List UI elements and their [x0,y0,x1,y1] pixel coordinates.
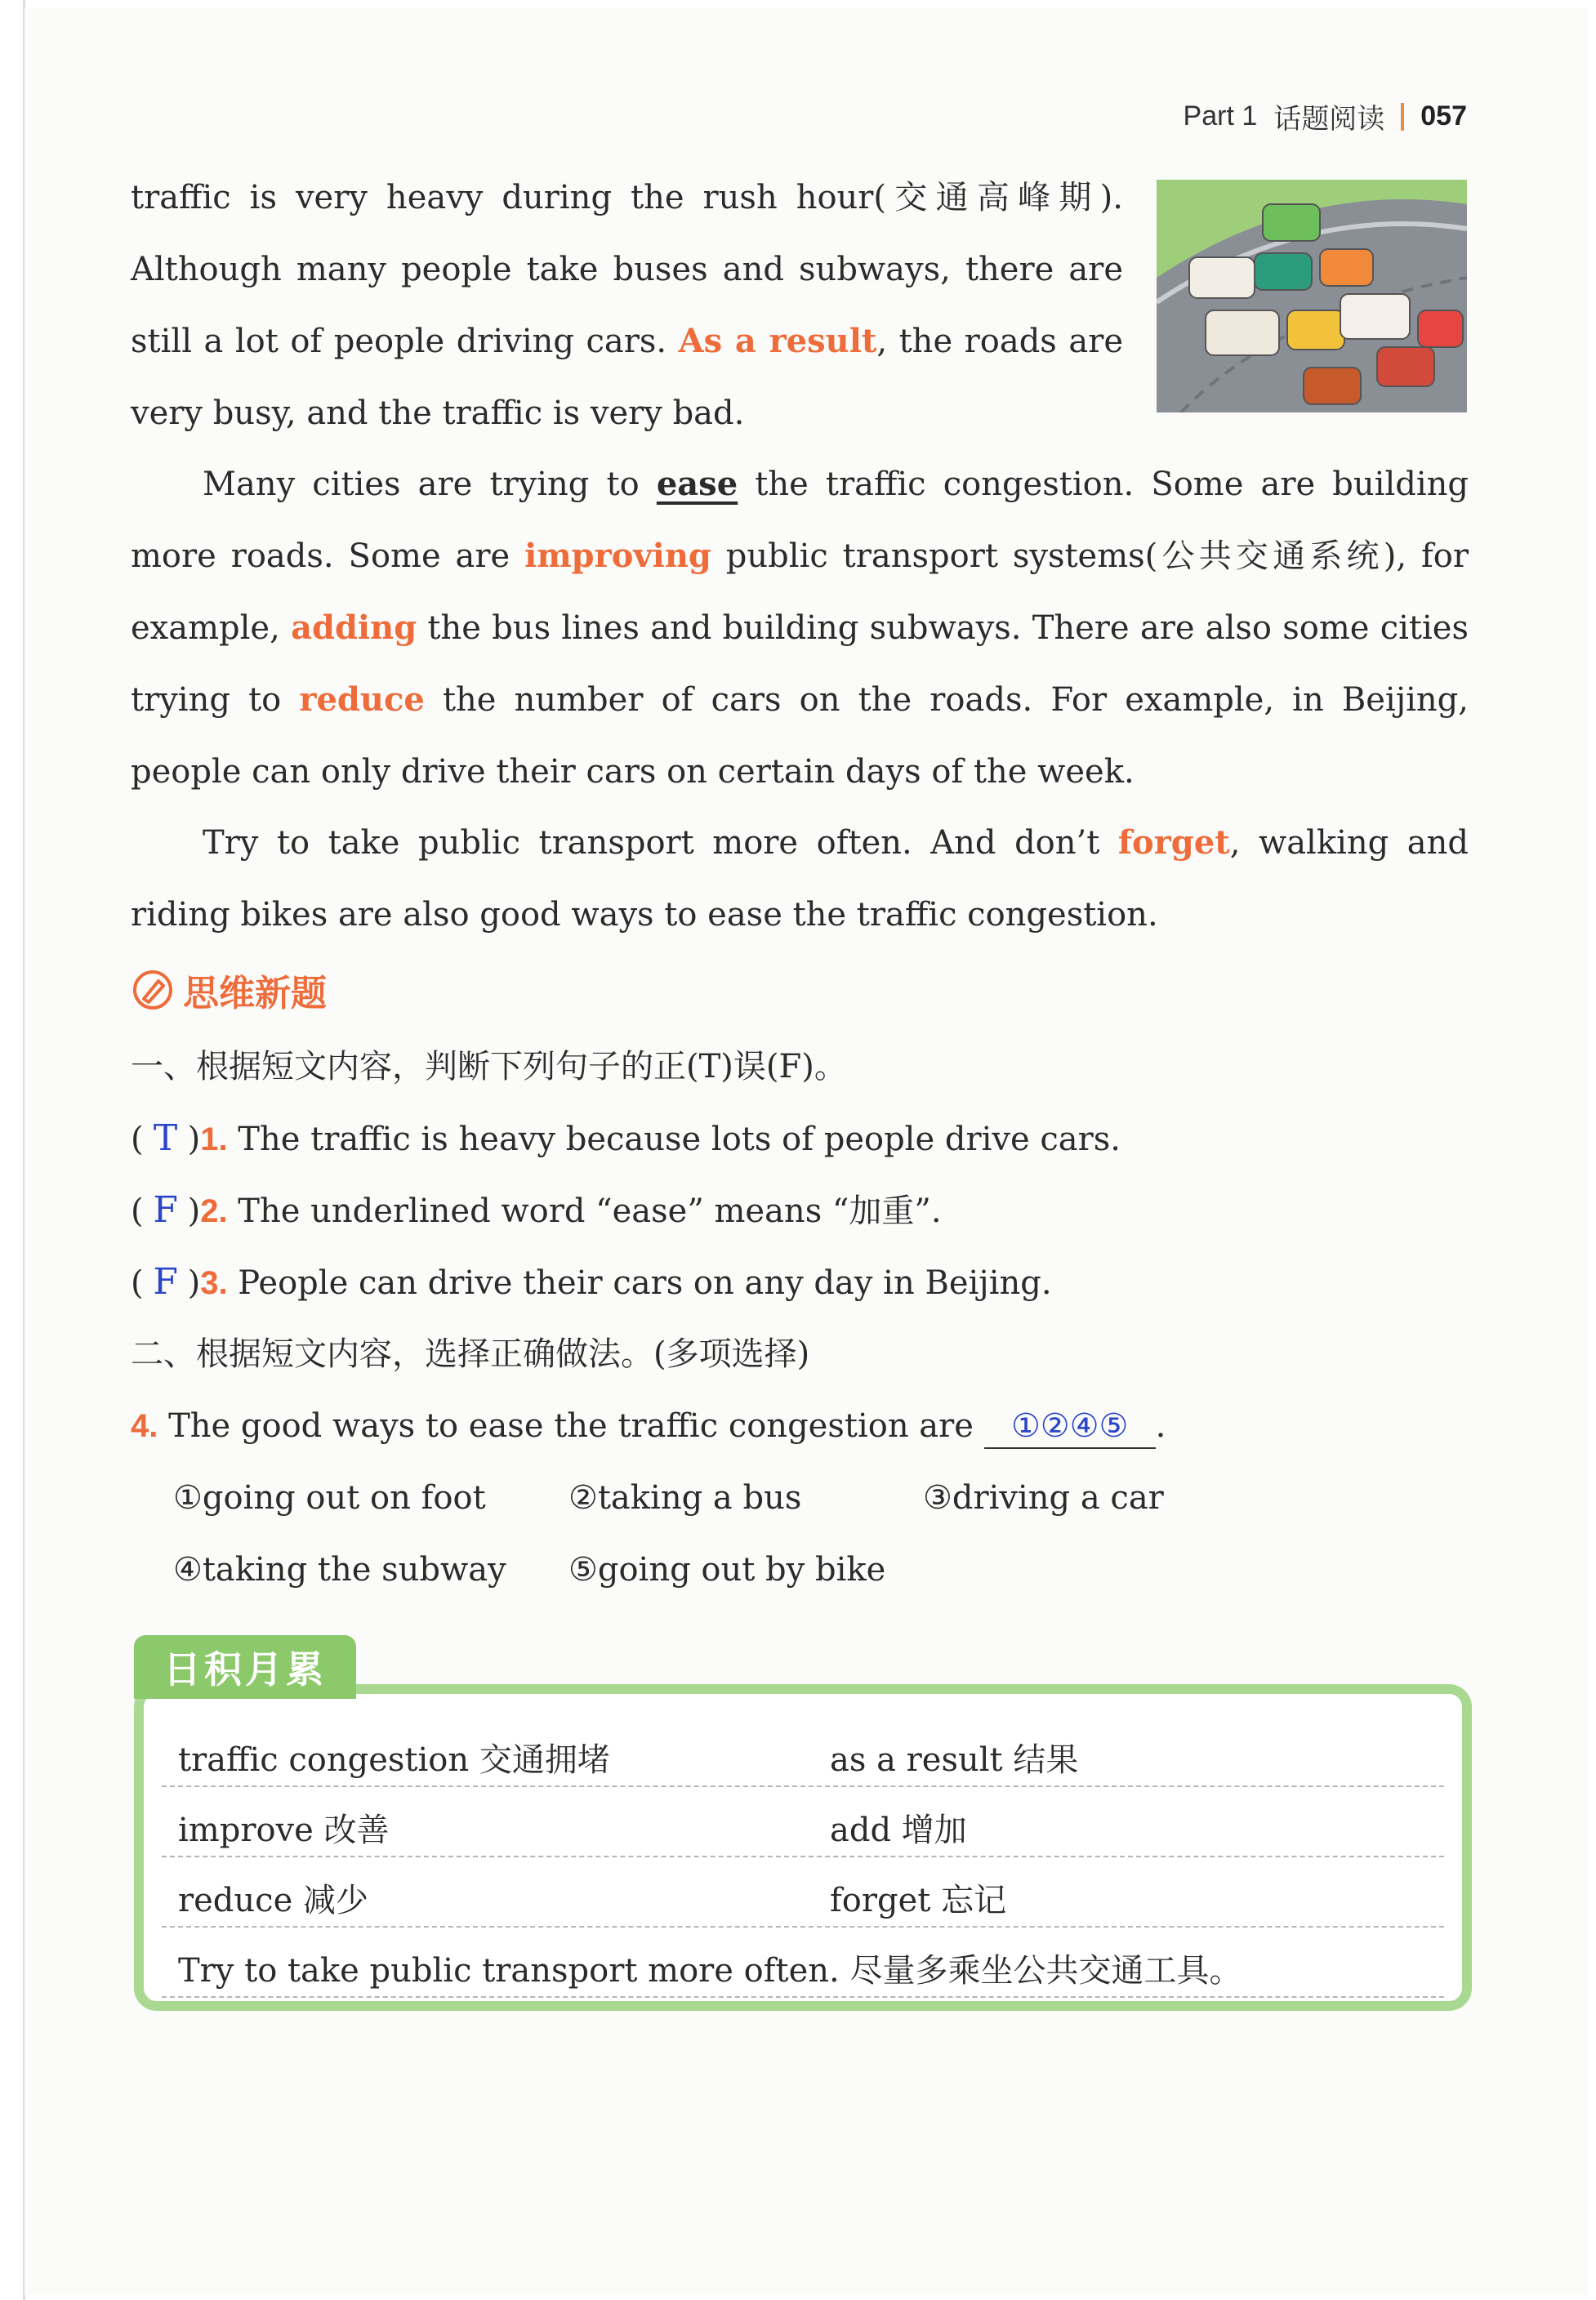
vocab-item: add 增加 [830,1812,967,1849]
paragraph-text: the number of cars on the roads. For example, in Beijing, people can only drive their cars on certain days of the week. [131,681,1469,791]
question-number: 1. [200,1121,228,1157]
question-text: The traffic is heavy because lots of people drive cars. [227,1121,1121,1158]
passage-paragraph-2 [131,448,1469,808]
question-number: 3. [200,1265,228,1301]
part-label: Part 1 [1183,100,1258,131]
vocab-row [162,1787,1444,1857]
vocab-list [162,1717,1444,1990]
passage-paragraph-3 [131,807,1469,951]
paragraph-text: , walking and riding bikes are also good ways to ease the traffic congestion. [131,824,1469,934]
vocab-item: improve 改善 [178,1812,390,1849]
option-5: ⑤going out by bike [568,1551,886,1589]
paragraph-text: the traffic congestion. Some are building more roads. Some are [131,466,1469,575]
option-4: ④taking the subway [173,1551,506,1589]
question-text: The underlined word “ease” means “加重”. [227,1192,942,1230]
paren-close: ) [187,1264,201,1302]
vocab-item: traffic congestion 交通拥堵 [178,1741,610,1779]
paragraph-text: Many cities are trying to [203,466,657,503]
paragraph-text: traffic is very heavy during the rush hour(交通高峰期). Although many people take buses and subways, there are still a lot of people driving cars. [131,179,1123,360]
vocab-item: forget 忘记 [830,1882,1007,1919]
question-number: 4. [131,1408,158,1444]
exercise-section-title [131,964,327,1016]
keyword-adding: adding [291,608,417,647]
keyword-forget: forget [1117,823,1230,862]
paren-close: ) [187,1121,201,1158]
vocab-item: as a result 结果 [830,1741,1079,1779]
vocab-row [162,1857,1444,1928]
paragraph-text: Try to take public transport more often. And don’t [203,824,1118,862]
vocab-box [134,1684,1472,2011]
question-text: The good ways to ease the traffic congestion are [158,1407,984,1445]
question-1 [131,1114,1121,1164]
vocab-row [162,1717,1444,1787]
pen-icon [131,968,175,1012]
answer-3: F [153,1261,178,1303]
question-4 [131,1402,1166,1451]
running-head [1184,96,1467,136]
paren-open: ( [131,1264,144,1302]
paren-close: ) [187,1192,201,1230]
page-number: 057 [1420,100,1467,131]
answer-2: F [153,1189,178,1231]
instruction-part-1: 一、根据短文内容，判断下列句子的正(T)误(F)。 [131,1048,847,1085]
section-title-text: 思维新题 [183,973,327,1014]
option-1: ①going out on foot [173,1479,486,1517]
option-2: ②taking a bus [568,1479,802,1517]
paragraph-text: , the roads are very busy, and the traffic is very bad. [131,323,1123,432]
question-2 [131,1186,942,1236]
keyword-as-a-result: As a result [678,322,877,360]
question-number: 2. [200,1193,228,1229]
question-3 [131,1258,1052,1308]
paragraph-text: public transport systems(公共交通系统), for example, [131,537,1469,647]
vocab-sentence: Try to take public transport more often. 尽量多乘坐公共交通工具。 [178,1952,1242,1990]
traffic-jam-illustration [1157,180,1467,412]
paren-open: ( [131,1192,144,1230]
question-text: People can drive their cars on any day in Beijing. [227,1264,1052,1302]
answer-1: T [153,1117,178,1159]
header-divider [1401,103,1404,131]
vocab-sentence-row [162,1928,1444,1998]
paragraph-text: the bus lines and building subways. There are also some cities trying to [131,609,1469,719]
keyword-reduce: reduce [299,680,425,719]
instruction-part-2: 二、根据短文内容，选择正确做法。(多项选择) [131,1335,810,1373]
vocab-tab-title: 日积月累 [134,1635,356,1699]
option-3: ③driving a car [923,1479,1164,1517]
underlined-word-ease: ease [656,465,738,503]
keyword-improving: improving [524,537,711,575]
paren-open: ( [131,1121,144,1158]
vocab-item: reduce 减少 [178,1882,368,1919]
answer-4: ①②④⑤ [984,1405,1156,1449]
passage-paragraph-1 [131,162,1123,449]
options-list [173,1473,1164,1596]
section-label: 话题阅读 [1273,104,1385,135]
period: . [1155,1407,1166,1445]
